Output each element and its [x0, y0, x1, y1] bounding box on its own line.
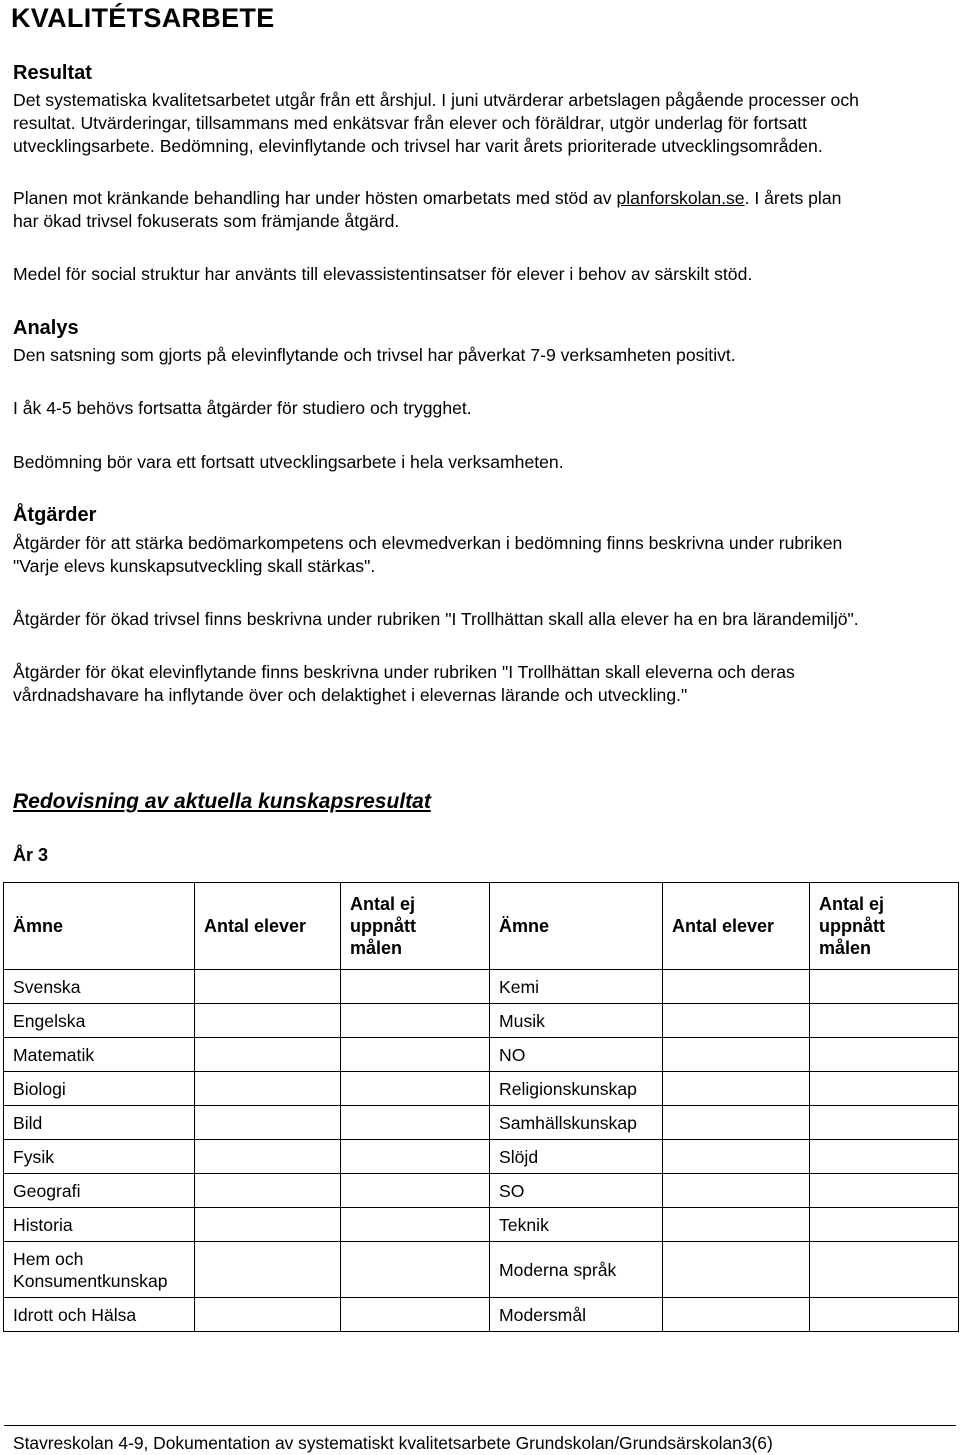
table-row	[4, 1072, 959, 1106]
antal-elever-cell[interactable]	[663, 1106, 810, 1140]
antal-ej-cell[interactable]	[341, 1106, 490, 1140]
antal-elever-cell[interactable]	[195, 970, 341, 1004]
kranande-text: Planen mot kränkande behandling har under hösten omarbetats med stöd av	[13, 188, 617, 208]
social-struktur-paragraph: Medel för social struktur har använts till elevassistentinsatser för elever i behov av särskilt stöd.	[13, 264, 753, 284]
antal-ej-cell[interactable]	[341, 1072, 490, 1106]
antal-elever-cell[interactable]	[195, 1004, 341, 1038]
antal-ej-cell[interactable]	[810, 1004, 959, 1038]
results-table	[3, 882, 959, 1332]
resultat-text-line: Det systematiska kvalitetsarbetet utgår från ett årshjul. I juni utvärderar arbetslagen pågående processer och	[13, 90, 859, 110]
page-title: KVALITÉTSARBETE	[11, 3, 275, 33]
header-amne: Ämne	[490, 883, 663, 970]
subject-cell: Musik	[490, 1004, 663, 1038]
antal-elever-cell[interactable]	[195, 1208, 341, 1242]
subject-cell: SO	[490, 1174, 663, 1208]
antal-elever-cell[interactable]	[195, 1242, 341, 1298]
header-antal-elever: Antal elever	[663, 883, 810, 970]
subject-cell: Samhällskunskap	[490, 1106, 663, 1140]
antal-ej-cell[interactable]	[810, 1242, 959, 1298]
table-row	[4, 1038, 959, 1072]
antal-ej-cell[interactable]	[341, 1298, 490, 1332]
antal-elever-cell[interactable]	[663, 1208, 810, 1242]
antal-ej-cell[interactable]	[810, 970, 959, 1004]
antal-elever-cell[interactable]	[195, 1140, 341, 1174]
subject-cell: Slöjd	[490, 1140, 663, 1174]
antal-elever-cell[interactable]	[663, 1072, 810, 1106]
antal-elever-cell[interactable]	[663, 1004, 810, 1038]
page-footer: Stavreskolan 4-9, Dokumentation av systematiskt kvalitetsarbete Grundskolan/Grundsärskolan3(6)	[13, 1433, 773, 1453]
antal-elever-cell[interactable]	[195, 1038, 341, 1072]
subject-cell: Svenska	[4, 970, 195, 1004]
atgarder-text-line: Åtgärder för att stärka bedömarkompetens och elevmedverkan i bedömning finns beskrivna under rubriken	[13, 533, 843, 553]
table-row	[4, 970, 959, 1004]
analys-paragraph: Bedömning bör vara ett fortsatt utvecklingsarbete i hela verksamheten.	[13, 452, 564, 472]
ar3-subheading: År 3	[13, 845, 49, 865]
atgarder-text-line: Åtgärder för ökat elevinflytande finns beskrivna under rubriken "I Trollhättan skall eleverna och deras	[13, 662, 795, 682]
subject-cell: Engelska	[4, 1004, 195, 1038]
antal-elever-cell[interactable]	[663, 1242, 810, 1298]
antal-ej-cell[interactable]	[341, 1038, 490, 1072]
antal-elever-cell[interactable]	[195, 1072, 341, 1106]
atgarder-heading: Åtgärder	[13, 504, 97, 526]
antal-elever-cell[interactable]	[195, 1106, 341, 1140]
subject-cell: Idrott och Hälsa	[4, 1298, 195, 1332]
atgarder-text-line: vårdnadshavare ha inflytande över och delaktighet i elevernas lärande och utveckling."	[13, 685, 688, 705]
antal-ej-cell[interactable]	[810, 1038, 959, 1072]
header-amne: Ämne	[4, 883, 195, 970]
antal-ej-cell[interactable]	[810, 1140, 959, 1174]
antal-ej-cell[interactable]	[341, 1140, 490, 1174]
resultat-text-line: resultat. Utvärderingar, tillsammans med enkätsvar från elever och föräldrar, utgör underlag för fortsatt	[13, 113, 808, 133]
antal-ej-cell[interactable]	[810, 1106, 959, 1140]
header-antal-elever: Antal elever	[195, 883, 341, 970]
subject-cell: Modersmål	[490, 1298, 663, 1332]
table-row	[4, 1004, 959, 1038]
kranande-paragraph-line1	[13, 187, 841, 210]
subject-cell: Biologi	[4, 1072, 195, 1106]
table-row	[4, 1106, 959, 1140]
antal-elever-cell[interactable]	[195, 1174, 341, 1208]
antal-ej-cell[interactable]	[341, 1004, 490, 1038]
subject-cell: Historia	[4, 1208, 195, 1242]
table-row	[4, 1208, 959, 1242]
kranande-paragraph-line2: har ökad trivsel fokuserats som främjande åtgärd.	[13, 211, 400, 231]
subject-cell: Religionskunskap	[490, 1072, 663, 1106]
redovisning-heading: Redovisning av aktuella kunskapsresultat	[13, 790, 431, 813]
antal-elever-cell[interactable]	[663, 970, 810, 1004]
antal-elever-cell[interactable]	[663, 1298, 810, 1332]
subject-cell: Hem och Konsumentkunskap	[4, 1242, 195, 1298]
antal-ej-cell[interactable]	[341, 1208, 490, 1242]
table-row	[4, 1298, 959, 1332]
subject-cell: Bild	[4, 1106, 195, 1140]
atgarder-paragraph: Åtgärder för ökad trivsel finns beskrivna under rubriken "I Trollhättan skall alla elever ha en bra lärandemiljö".	[13, 609, 859, 629]
antal-ej-cell[interactable]	[810, 1298, 959, 1332]
atgarder-text-line: "Varje elevs kunskapsutveckling skall stärkas".	[13, 556, 376, 576]
antal-ej-cell[interactable]	[810, 1072, 959, 1106]
antal-elever-cell[interactable]	[663, 1174, 810, 1208]
resultat-text-line: utvecklingsarbete. Bedömning, elevinflytande och trivsel har varit årets prioriterade utvecklingsområden.	[13, 136, 823, 156]
antal-ej-cell[interactable]	[810, 1208, 959, 1242]
kranande-text-after: . I årets plan	[744, 188, 842, 208]
analys-paragraph: Den satsning som gjorts på elevinflytande och trivsel har påverkat 7-9 verksamheten positivt.	[13, 345, 736, 365]
subject-cell: Matematik	[4, 1038, 195, 1072]
antal-elever-cell[interactable]	[663, 1140, 810, 1174]
analys-heading: Analys	[13, 317, 79, 339]
table-row	[4, 1242, 959, 1298]
table-header-row	[4, 883, 959, 970]
footer-divider	[4, 1425, 956, 1426]
header-antal-ej: Antal ej uppnått målen	[341, 883, 490, 970]
antal-elever-cell[interactable]	[195, 1298, 341, 1332]
subject-cell: Geografi	[4, 1174, 195, 1208]
subject-cell: Kemi	[490, 970, 663, 1004]
antal-ej-cell[interactable]	[341, 970, 490, 1004]
antal-ej-cell[interactable]	[341, 1174, 490, 1208]
header-antal-ej: Antal ej uppnått målen	[810, 883, 959, 970]
antal-ej-cell[interactable]	[341, 1242, 490, 1298]
table-row	[4, 1140, 959, 1174]
subject-cell: NO	[490, 1038, 663, 1072]
subject-cell: Moderna språk	[490, 1242, 663, 1298]
antal-ej-cell[interactable]	[810, 1174, 959, 1208]
antal-elever-cell[interactable]	[663, 1038, 810, 1072]
resultat-heading: Resultat	[13, 62, 92, 84]
table-row	[4, 1174, 959, 1208]
analys-paragraph: I åk 4-5 behövs fortsatta åtgärder för studiero och trygghet.	[13, 398, 472, 418]
subject-cell: Teknik	[490, 1208, 663, 1242]
planforskolan-link[interactable]: planforskolan.se	[616, 188, 745, 208]
subject-cell: Fysik	[4, 1140, 195, 1174]
